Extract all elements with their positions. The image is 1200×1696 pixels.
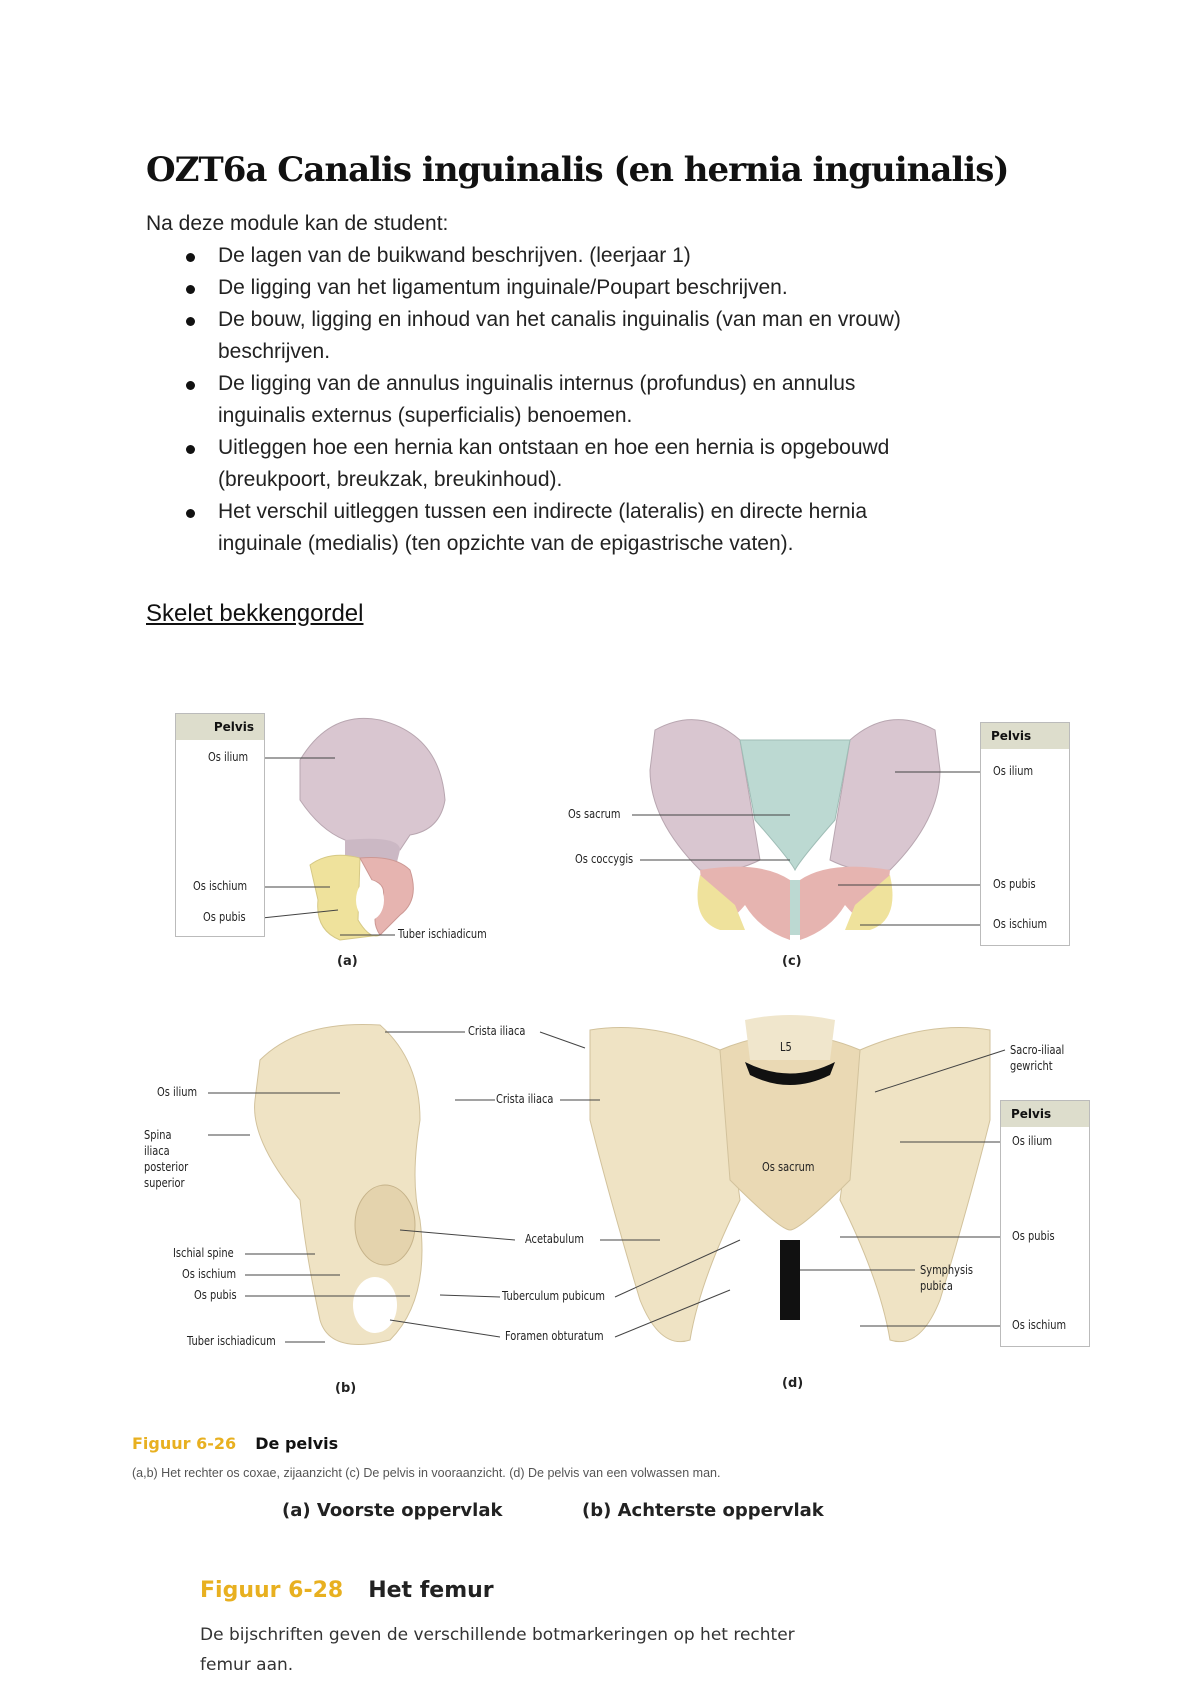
- label-os-coccygis: Os coccygis: [575, 852, 634, 866]
- list-item: De ligging van de annulus inguinalis internus (profundus) en annulus inguinalis externus (superficialis) benoemen.: [146, 368, 1046, 432]
- figure-caption-6-28: [200, 1578, 494, 1603]
- figure-caption-text: De bijschriften geven de verschillende botmarkeringen op het rechter femur aan.: [200, 1625, 795, 1675]
- figure-title: Het femur: [368, 1578, 494, 1603]
- figure-caption-6-26: [132, 1434, 338, 1453]
- label-sacro-iliaal-gewricht: Sacro-iliaal gewricht: [1010, 1043, 1065, 1073]
- label-os-ilium: Os ilium: [1012, 1134, 1053, 1148]
- page-title: OZT6a Canalis inguinalis (en hernia inguinalis): [146, 150, 1009, 190]
- label-ischial-spine: Ischial spine: [173, 1246, 234, 1260]
- label-os-ilium: Os ilium: [208, 750, 249, 764]
- list-item: Uitleggen hoe een hernia kan ontstaan en hoe een hernia is opgebouwd (breukpoort, breukzak, breukinhoud).: [146, 432, 1046, 496]
- label-os-sacrum: Os sacrum: [568, 807, 621, 821]
- panel-label-b: (b): [335, 1381, 357, 1396]
- label-tuber-ischiadicum: Tuber ischiadicum: [398, 927, 487, 941]
- label-spina-iliaca-posterior-superior: Spina iliaca posterior superior: [144, 1128, 189, 1190]
- label-os-sacrum: Os sacrum: [762, 1160, 815, 1174]
- list-item: De bouw, ligging en inhoud van het canalis inguinalis (van man en vrouw) beschrijven.: [146, 304, 1046, 368]
- figure-caption-text: (a,b) Het rechter os coxae, zijaanzicht (c) De pelvis in vooraanzicht. (d) De pelvis van een volwassen man.: [132, 1466, 721, 1480]
- list-item: De ligging van het ligamentum inguinale/Poupart beschrijven.: [146, 272, 1046, 304]
- label-crista-iliaca: Crista iliaca: [468, 1024, 526, 1038]
- subcaption-a: (a) Voorste oppervlak: [282, 1500, 503, 1521]
- pelvis-lateral-colored-drawing: [300, 718, 445, 940]
- figure-title: De pelvis: [255, 1434, 339, 1453]
- legend-box-title: Pelvis: [981, 723, 1069, 749]
- panel-label-d: (d): [782, 1376, 804, 1391]
- intro-text: Na deze module kan de student:: [146, 212, 449, 235]
- legend-box-a: [175, 713, 265, 937]
- label-tuberculum-pubicum: Tuberculum pubicum: [502, 1289, 605, 1303]
- subcaption-b: (b) Achterste oppervlak: [582, 1500, 824, 1521]
- list-item: Het verschil uitleggen tussen een indirecte (lateralis) en directe hernia inguinale (medialis) (ten opzichte van de epigastrische vaten).: [146, 496, 1046, 560]
- label-os-ischium: Os ischium: [182, 1267, 237, 1281]
- label-acetabulum: Acetabulum: [525, 1232, 584, 1246]
- label-os-pubis: Os pubis: [993, 877, 1036, 891]
- section-heading: Skelet bekkengordel: [146, 600, 364, 627]
- figure-number: Figuur 6-26: [132, 1434, 237, 1453]
- label-os-ilium: Os ilium: [993, 764, 1034, 778]
- panel-label-a: (a): [337, 954, 358, 969]
- label-os-ischium: Os ischium: [193, 879, 248, 893]
- label-os-pubis: Os pubis: [203, 910, 246, 924]
- label-symphysis-pubica: Symphysis pubica: [920, 1263, 973, 1293]
- list-item: De lagen van de buikwand beschrijven. (leerjaar 1): [146, 240, 1046, 272]
- label-os-pubis: Os pubis: [194, 1288, 237, 1302]
- label-os-pubis: Os pubis: [1012, 1229, 1055, 1243]
- label-tuber-ischiadicum: Tuber ischiadicum: [187, 1334, 276, 1348]
- legend-box-c: [980, 722, 1070, 946]
- legend-box-title: Pelvis: [1001, 1101, 1089, 1127]
- label-os-ischium: Os ischium: [1012, 1318, 1067, 1332]
- label-l5: L5: [780, 1040, 792, 1054]
- label-os-ischium: Os ischium: [993, 917, 1048, 931]
- figure-number: Figuur 6-28: [200, 1578, 344, 1603]
- pelvis-anterior-colored-drawing: [650, 720, 940, 940]
- panel-label-c: (c): [782, 954, 802, 969]
- label-foramen-obturatum: Foramen obturatum: [505, 1329, 604, 1343]
- label-os-ilium: Os ilium: [157, 1085, 198, 1099]
- label-crista-iliaca: Crista iliaca: [496, 1092, 554, 1106]
- legend-box-title: Pelvis: [176, 714, 264, 740]
